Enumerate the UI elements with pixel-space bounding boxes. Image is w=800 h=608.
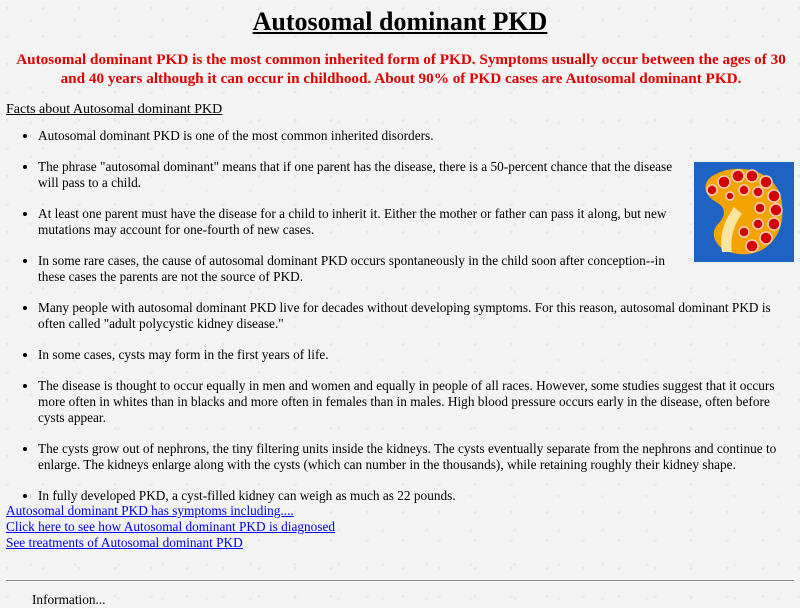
list-item: • In some cases, cysts may form in the first years of life.: [38, 347, 798, 363]
diagnosis-link[interactable]: Click here to see how Autosomal dominant PKD is diagnosed: [6, 519, 336, 534]
separator: [6, 580, 794, 582]
intro-text: Autosomal dominant PKD is the most common inherited form of PKD. Symptoms usually occur between the ages of 30 and 40 years although it can occur in childhood. About 90% of PKD cases are Autosomal dominant PKD.: [16, 51, 786, 87]
symptoms-link[interactable]: Autosomal dominant PKD has symptoms including....: [6, 503, 294, 518]
list-item: • In some rare cases, the cause of autosomal dominant PKD occurs spontaneously in the child soon after conception--in these cases the parents are not the source of PKD.: [38, 253, 798, 285]
facts-heading: Facts about Autosomal dominant PKD: [6, 102, 223, 117]
list-item: • The phrase "autosomal dominant" means that if one parent has the disease, there is a 50-percent chance that the disease will pass to a child.: [38, 159, 798, 191]
footer-text: Information...: [32, 592, 106, 607]
treatments-link[interactable]: See treatments of Autosomal dominant PKD: [6, 535, 243, 550]
page-title: Autosomal dominant PKD: [252, 7, 548, 36]
list-item: • The disease is thought to occur equally in men and women and equally in people of all races. However, some studies suggest that it occurs more often in whites than in blacks and more often in females than in males. High blood pressure occurs early in the disease, often before cysts appear.: [38, 378, 798, 426]
list-item: • Many people with autosomal dominant PKD live for decades without developing symptoms. For this reason, autosomal dominant PKD is often called "adult polycystic kidney disease.": [38, 300, 798, 332]
list-item: • Autosomal dominant PKD is one of the most common inherited disorders.: [38, 128, 798, 144]
list-item: • The cysts grow out of nephrons, the tiny filtering units inside the kidneys. The cysts eventually separate from the nephrons and continue to enlarge. The kidneys enlarge along with the cysts (which can number in the thousands), while retaining roughly their kidney shape.: [38, 441, 798, 473]
related-links: [6, 503, 335, 551]
list-item: • At least one parent must have the disease for a child to inherit it. Either the mother or father can pass it along, but new mutations may account for one-fourth of new cases.: [38, 206, 798, 238]
list-item: • In fully developed PKD, a cyst-filled kidney can weigh as much as 22 pounds.: [38, 488, 798, 504]
facts-list: [6, 128, 798, 504]
